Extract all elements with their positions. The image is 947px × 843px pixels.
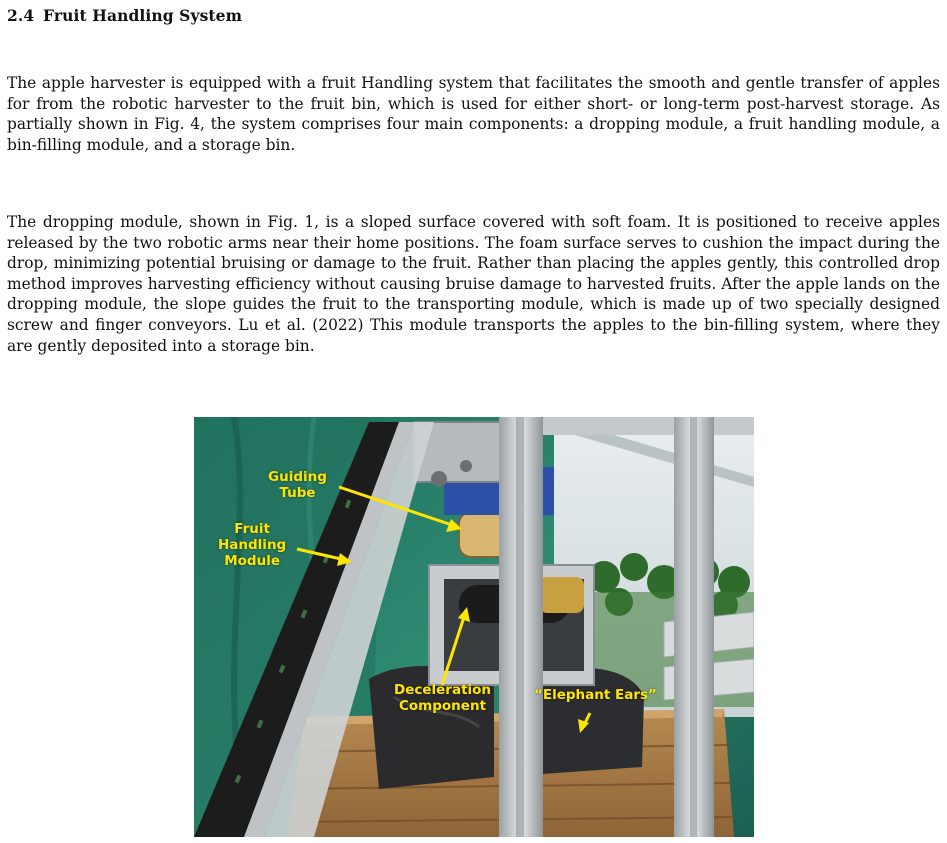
callout-fruit-line3: Module: [224, 553, 280, 569]
callout-fruit-line1: Fruit: [234, 521, 270, 537]
section-title: Fruit Handling System: [43, 6, 243, 25]
callout-decel-line1: Deceleration: [394, 682, 492, 698]
callout-guiding-tube-line1: Guiding: [268, 469, 327, 485]
callout-elephant-ears: “Elephant Ears”: [534, 687, 657, 703]
figure-photo: [194, 417, 754, 837]
callout-guiding-tube-line2: Tube: [279, 485, 316, 501]
callout-deceleration-component: [394, 682, 491, 714]
callout-guiding-tube: [268, 469, 327, 501]
paragraph-2: The dropping module, shown in Fig. 1, is a sloped surface covered with soft foam. It is positioned to receive apples released by the two robotic arms near their home positions. The foam surface serves to cushion the impact during the drop, minimizing potential bruising or damage to the fruit. Rather than placing the apples gently, this controlled drop method improves harvesting efficiency without causing bruise damage to harvested fruits. After the apple lands on the dropping module, the slope guides the fruit to the transporting module, which is made up of two specially designed screw and finger conveyors. Lu et al. (2022) This module transports the apples to the bin-filling system, where they are gently deposited into a storage bin.: [7, 213, 940, 355]
section-number: 2.4: [7, 6, 35, 25]
section-heading: [7, 6, 242, 25]
callout-decel-line2: Component: [399, 698, 487, 714]
paragraph-1: The apple harvester is equipped with a fruit Handling system that facilitates the smooth and gentle transfer of apples for from the robotic harvester to the fruit bin, which is used for either short- or long-term post-harvest storage. As partially shown in Fig. 4, the system comprises four main components: a dropping module, a fruit handling module, a bin-filling module, and a storage bin.: [7, 74, 940, 154]
callout-fruit-handling-module: [218, 521, 286, 569]
callout-fruit-line2: Handling: [218, 537, 287, 553]
